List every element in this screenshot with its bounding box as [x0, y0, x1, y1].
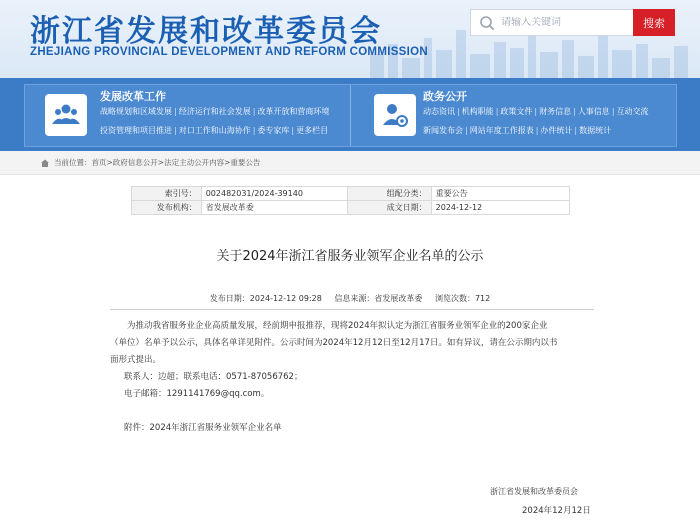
nav-link-personnel[interactable]: 人事信息 [577, 107, 610, 116]
nav-link-case-stats[interactable]: 办件统计 [540, 126, 573, 135]
nav-links-affairs-1: 动态资讯 | 机构职能 | 政策文件 | 财务信息 | 人事信息 | 互动交流 [423, 107, 649, 116]
view-count: 浏览次数：712 [434, 294, 491, 303]
search-input[interactable] [501, 17, 631, 28]
publisher-value: 省发展改革委 [201, 201, 347, 215]
article-meta [0, 293, 700, 304]
nav-group-government-affairs [350, 85, 675, 146]
nav-link-strategy[interactable]: 战略规划和区域发展 [100, 107, 172, 116]
nav-link-experts[interactable]: 委专家库 [257, 126, 290, 135]
nav-link-interaction[interactable]: 互动交流 [616, 107, 649, 116]
nav-link-annual-report[interactable]: 网站年度工作报表 [469, 126, 534, 135]
index-value: 002482031/2024-39140 [201, 187, 347, 201]
nav-link-finance[interactable]: 财务信息 [539, 107, 572, 116]
breadcrumb-sep: > [224, 158, 231, 167]
nav-links-affairs-2: 新闻发布会 | 网站年度工作报表 | 办件统计 | 数据统计 [423, 126, 612, 135]
breadcrumb-sep: > [157, 158, 165, 167]
date-value: 2024-12-12 [431, 201, 569, 215]
nav-links-development-1: 战略规划和区域发展 | 经济运行和社会发展 | 改革开放和营商环境 [100, 107, 330, 116]
publisher-label: 发布机构： [132, 201, 202, 215]
paragraph-intro-2: （单位）名单予以公示，具体名单详见附件。公示时间为2024年12月12日至12月17日。如有异议，请在公示期内以书 [110, 338, 558, 348]
user-settings-icon [374, 94, 416, 136]
article-body [110, 318, 594, 437]
paragraph-intro-1: 为推动我省服务业企业高质量发展，经前期申报推荐，现将2024年拟认定为浙江省服务业领军企业的200家企业 [127, 321, 548, 331]
nav-link-functions[interactable]: 机构职能 [461, 107, 494, 116]
nav-link-policy[interactable]: 政策文件 [500, 107, 533, 116]
paragraph-intro-3: 面形式提出。 [110, 355, 162, 365]
breadcrumb [40, 157, 260, 168]
index-label: 索引号： [132, 187, 202, 201]
category-label: 组配分类： [347, 187, 431, 201]
breadcrumb-statutory[interactable]: 法定主动公开内容 [164, 158, 225, 167]
breadcrumb-sep: > [106, 158, 113, 167]
email-line: 电子邮箱：1291141769@qq.com。 [124, 389, 270, 399]
site-title[interactable]: 浙江省发展和改革委员会 [30, 14, 382, 49]
site-subtitle: ZHEJIANG PROVINCIAL DEVELOPMENT AND REFORM COMMISSION [30, 46, 428, 58]
breadcrumb-prefix: 当前位置： [54, 158, 92, 167]
attachment-link[interactable]: 附件：2024年浙江省服务业领军企业名单 [124, 423, 282, 433]
nav-heading-government-affairs[interactable]: 政务公开 [423, 90, 467, 103]
nav-link-cooperation[interactable]: 对口工作和山海协作 [178, 126, 251, 135]
publish-date: 发布日期：2024-12-12 09:28 [209, 294, 322, 303]
info-source: 信息来源：省发展改革委 [334, 294, 423, 303]
nav-links-development-2: 投资管理和项目推进 | 对口工作和山海协作 | 委专家库 | 更多栏目 [100, 126, 329, 135]
signature-date: 2024年12月12日 [522, 506, 591, 516]
signature-org: 浙江省发展和改革委员会 [490, 487, 578, 496]
nav-group-development [25, 85, 350, 146]
people-icon [45, 94, 87, 136]
category-value: 重要公告 [431, 187, 569, 201]
nav-panel [24, 84, 677, 147]
nav-heading-development[interactable]: 发展改革工作 [100, 90, 166, 103]
search-icon [479, 15, 495, 31]
nav-link-more[interactable]: 更多栏目 [296, 126, 329, 135]
nav-link-reform[interactable]: 改革开放和营商环境 [257, 107, 330, 116]
document-info-table [131, 186, 570, 215]
nav-link-press[interactable]: 新闻发布会 [423, 126, 463, 135]
home-icon [40, 158, 50, 168]
breadcrumb-disclosure[interactable]: 政府信息公开 [112, 158, 158, 167]
nav-link-investment[interactable]: 投资管理和项目推进 [100, 126, 172, 135]
breadcrumb-bar [0, 151, 700, 175]
breadcrumb-announcements[interactable]: 重要公告 [230, 158, 261, 167]
search-box [470, 9, 633, 36]
search-button[interactable]: 搜索 [633, 9, 675, 36]
nav-link-news[interactable]: 动态资讯 [423, 107, 455, 116]
breadcrumb-home[interactable]: 首页 [91, 158, 107, 167]
divider [110, 309, 594, 310]
article-title: 关于2024年浙江省服务业领军企业名单的公示 [216, 249, 484, 264]
site-header [0, 0, 700, 78]
date-label: 成文日期： [347, 201, 431, 215]
contact-line: 联系人：边超；联系电话：0571-87056762； [124, 372, 303, 382]
nav-link-economy[interactable]: 经济运行和社会发展 [178, 107, 251, 116]
nav-link-data-stats[interactable]: 数据统计 [579, 126, 612, 135]
